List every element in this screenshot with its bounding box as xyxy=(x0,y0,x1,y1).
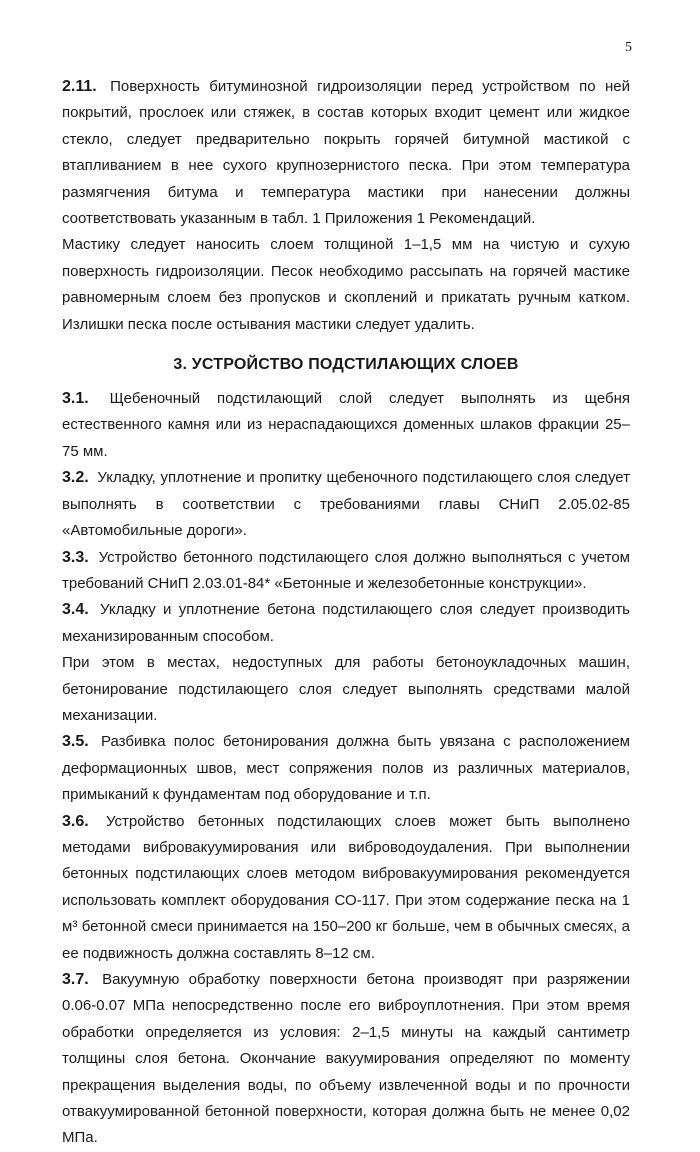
paragraph-text: Разбивка полос бетонирования должна быть увязана с расположением деформационных швов, мест сопряжения полов из различных материалов, примыканий к фундаментам под оборудование и т.п. xyxy=(62,733,630,804)
paragraph-3-2 xyxy=(62,465,630,544)
paragraph-text: Мастику следует наносить слоем толщиной 1–1,5 мм на чистую и сухую поверхность гидроизоляции. Песок необходимо рассыпать на горячей мастике равномерным слоем без пропусков и скоплений и прикатать ручным катком. Излишки песка после остывания мастики следует удалить. xyxy=(62,236,630,333)
paragraph-text: Поверхность битуминозной гидроизоляции перед устройством по ней покрытий, прослоек или стяжек, в состав которых входит цемент или жидкое стекло, следует предварительно покрыть горячей битумной мастикой с втапливанием в нее сухого крупнозернистого песка. При этом температура размягчения битума и температура мастики при нанесении должны соответствовать указанным в табл. 1 Приложения 1 Рекомендаций. xyxy=(62,78,630,228)
paragraph-mastic xyxy=(62,232,630,338)
paragraph-mechanization xyxy=(62,650,630,729)
paragraph-number: 3.1. xyxy=(62,390,89,408)
paragraph-3-3 xyxy=(62,545,630,598)
paragraph-text: Укладку и уплотнение бетона подстилающего слоя следует производить механизированным способом. xyxy=(62,601,630,645)
paragraph-number: 3.3. xyxy=(62,548,89,566)
page-number: 5 xyxy=(625,40,632,55)
paragraph-text: Устройство бетонных подстилающих слоев может быть выполнено методами вибровакуумирования или виброводоудаления. При выполнении бетонных подстилающих слоев методом вибровакуумирования рекомендуется использовать комплект оборудования СО-117. При этом содержание песка на 1 м³ бетонной смеси принимается на 150–200 кг больше, чем в обычных смесях, а ее подвижность должна составлять 8–12 см. xyxy=(62,812,630,962)
paragraph-text: При этом в местах, недоступных для работы бетоноукладочных машин, бетонирование подстилающего слоя следует выполнять средствами малой механизации. xyxy=(62,654,630,724)
document-body xyxy=(62,74,630,1152)
paragraph-text: Устройство бетонного подстилающего слоя должно выполняться с учетом требований СНиП 2.03.01-84* «Бетонные и железобетонные конструкции». xyxy=(62,548,630,592)
paragraph-number: 3.7. xyxy=(62,971,89,988)
paragraph-2-11 xyxy=(62,74,630,232)
paragraph-number: 3.2. xyxy=(62,469,89,487)
paragraph-text: Щебеночный подстилающий слой следует выполнять из щебня естественного камня или из нераспадающихся доменных шлаков фракции 25–75 мм. xyxy=(62,390,631,460)
paragraph-3-6 xyxy=(62,809,630,967)
paragraph-text: Вакуумную обработку поверхности бетона производят при разряжении 0.06-0.07 МПа непосредственно после его виброуплотнения. При этом время обработки определяется из условия: 2–1,5 минуты на каждый сантиметр толщины слоя бетона. Окончание вакуумирования определяют по моменту прекращения выделения воды, по объему извлеченной воды и по прочности отвакуумированной бетонной поверхности, которая должна быть не менее 0,02 МПа. xyxy=(62,971,630,1147)
paragraph-number: 2.11. xyxy=(62,78,97,95)
paragraph-number: 3.6. xyxy=(62,812,89,830)
paragraph-number: 3.4. xyxy=(62,601,89,619)
paragraph-number: 3.5. xyxy=(62,733,89,751)
paragraph-3-1 xyxy=(62,386,630,465)
section-heading: 3. УСТРОЙСТВО ПОДСТИЛАЮЩИХ СЛОЕВ xyxy=(173,356,519,374)
paragraph-3-4 xyxy=(62,597,630,650)
paragraph-text: Укладку, уплотнение и пропитку щебеночного подстилающего слоя следует выполнять в соответствии с требованиями главы СНиП 2.05.02-85 «Автомобильные дороги». xyxy=(62,469,630,540)
paragraph-3-5 xyxy=(62,729,630,808)
paragraph-3-7 xyxy=(62,967,630,1152)
